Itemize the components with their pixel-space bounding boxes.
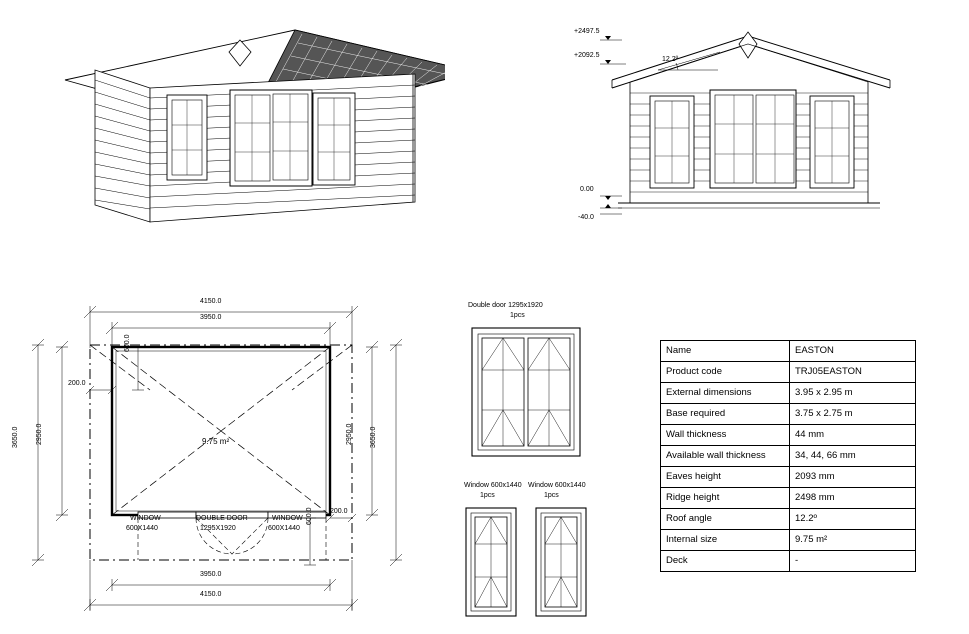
label-window-left-size: 600X1440 [126, 525, 158, 532]
door-component-title: Double door 1295x1920 [468, 302, 543, 309]
spec-table-body [661, 341, 916, 572]
label-door: DOUBLE DOOR [196, 515, 248, 522]
level-base-label: -40.0 [578, 214, 594, 221]
spec-key: External dimensions [661, 383, 790, 404]
spec-value: 34, 44, 66 mm [790, 446, 916, 467]
spec-value: 2093 mm [790, 467, 916, 488]
label-window-right-size: 600X1440 [268, 525, 300, 532]
front-elevation-view [574, 18, 940, 233]
spec-key: Available wall thickness [661, 446, 790, 467]
label-window-left: WINDOW [130, 515, 161, 522]
component-window-left [458, 480, 526, 628]
window-right-component-title: Window 600x1440 [528, 482, 586, 489]
label-door-size: 1295X1920 [200, 525, 236, 532]
table-row [661, 509, 916, 530]
spec-value: 3.75 x 2.75 m [790, 404, 916, 425]
spec-value: EASTON [790, 341, 916, 362]
label-window-right: WINDOW [272, 515, 303, 522]
dim-overhang-right: 200.0 [330, 508, 348, 515]
floor-plan-view [12, 290, 420, 630]
spec-value: 9.75 m² [790, 530, 916, 551]
spec-key: Base required [661, 404, 790, 425]
table-row [661, 446, 916, 467]
dim-left-inner: 2950.0 [36, 423, 43, 445]
table-row [661, 551, 916, 572]
table-row [661, 404, 916, 425]
spec-value: TRJ05EASTON [790, 362, 916, 383]
window-left-component-qty: 1pcs [480, 492, 495, 499]
dim-top-outer: 4150.0 [200, 298, 222, 305]
dim-left-outer: 3650.0 [12, 426, 19, 448]
dim-right-outer: 3650.0 [370, 426, 377, 448]
component-window-right [528, 480, 596, 628]
dim-bottom-outer: 4150.0 [200, 591, 222, 598]
spec-key: Ridge height [661, 488, 790, 509]
window-right-component-qty: 1pcs [544, 492, 559, 499]
spec-value: 2498 mm [790, 488, 916, 509]
roof-angle-label: 12.2º [662, 56, 679, 63]
level-eaves-label: +2092.5 [574, 52, 600, 59]
table-row [661, 341, 916, 362]
table-row [661, 530, 916, 551]
table-row [661, 383, 916, 404]
spec-value: - [790, 551, 916, 572]
table-row [661, 362, 916, 383]
spec-value: 12.2º [790, 509, 916, 530]
window-left-component-title: Window 600x1440 [464, 482, 522, 489]
plan-area-label: 9.75 m² [202, 437, 230, 446]
dim-bottom-inner: 3950.0 [200, 571, 222, 578]
door-component-qty: 1pcs [510, 312, 525, 319]
spec-key: Internal size [661, 530, 790, 551]
level-ridge-label: +2497.5 [574, 28, 600, 35]
spec-key: Product code [661, 362, 790, 383]
table-row [661, 488, 916, 509]
dim-overhang-left: 200.0 [68, 380, 86, 387]
dim-window-left: 600.0 [124, 334, 131, 352]
spec-value: 44 mm [790, 425, 916, 446]
spec-table [660, 340, 916, 572]
spec-key: Deck [661, 551, 790, 572]
dim-top-inner: 3950.0 [200, 314, 222, 321]
dim-window-bottom: 600.0 [306, 507, 313, 525]
spec-key: Roof angle [661, 509, 790, 530]
dim-right-inner: 2950.0 [346, 423, 353, 445]
spec-key: Wall thickness [661, 425, 790, 446]
table-row [661, 425, 916, 446]
table-row [661, 467, 916, 488]
component-double-door [462, 300, 592, 464]
spec-value: 3.95 x 2.95 m [790, 383, 916, 404]
perspective-view [55, 10, 445, 250]
spec-key: Eaves height [661, 467, 790, 488]
spec-key: Name [661, 341, 790, 362]
level-zero-label: 0.00 [580, 186, 594, 193]
